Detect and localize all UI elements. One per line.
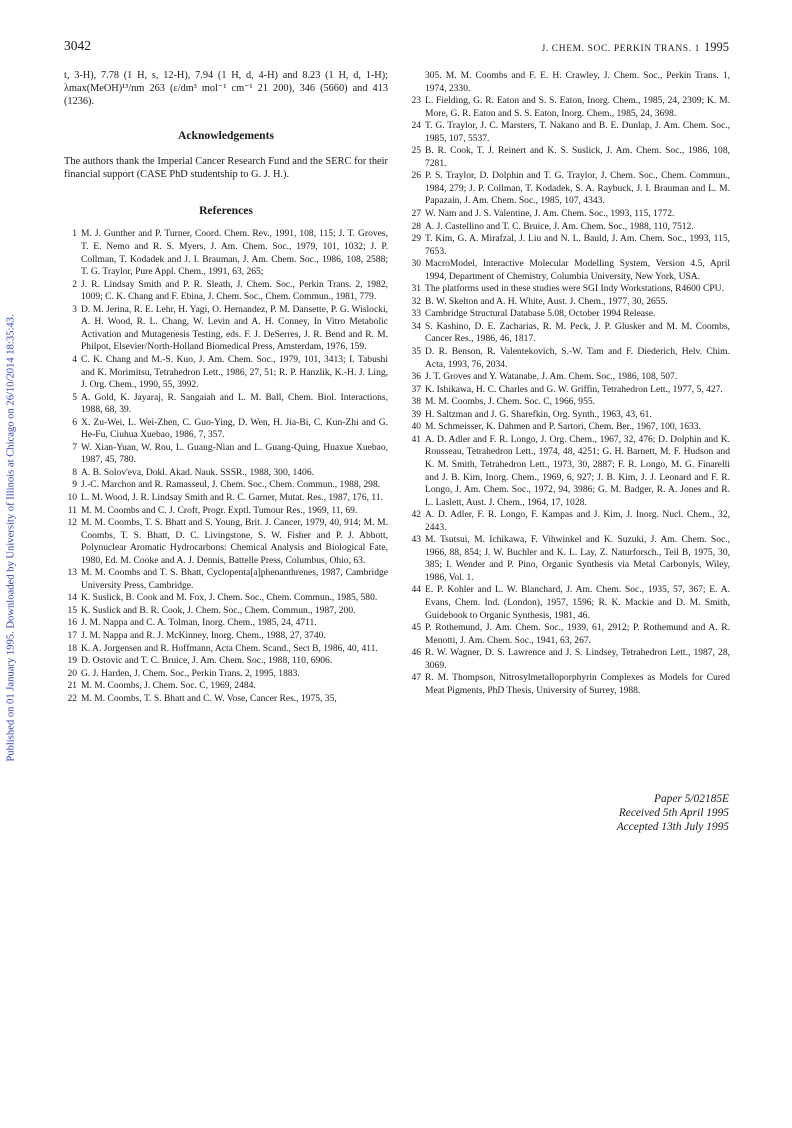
reference-text: M. M. Coombs, T. S. Bhatt and C. W. Vose, Cancer Res., 1975, 35, — [81, 692, 337, 704]
journal-name: J. CHEM. SOC. PERKIN TRANS. 1 — [541, 44, 700, 54]
reference-number: 36 — [411, 371, 421, 383]
reference-text: A. D. Adler, F. R. Longo, F. Kampas and J. Kim, J. Inorg. Nucl. Chem., 32, 2443. — [425, 509, 730, 533]
reference-text: T. G. Traylor, J. C. Marsters, T. Nakano and B. E. Dunlap, J. Am. Chem. Soc., 1985, 107, 5537. — [425, 120, 730, 144]
reference-item — [408, 221, 730, 234]
reference-item — [408, 170, 730, 208]
reference-item — [408, 421, 730, 434]
download-watermark-text: Published on 01 January 1995. Downloaded by University of Illinois at Chicago on 26/10/2014 18:35:43. — [5, 314, 17, 762]
reference-text: D. R. Benson, R. Valentekovich, S.-W. Tam and F. Diederich, Helv. Chim. Acta, 1993, 76, 2034. — [425, 346, 730, 370]
reference-number: 15 — [67, 604, 77, 616]
reference-item — [408, 584, 730, 622]
references-heading: References — [199, 203, 253, 217]
reference-number: 11 — [67, 504, 77, 516]
reference-number: 39 — [411, 408, 421, 420]
reference-number: 5 — [72, 391, 77, 403]
received-date: Received 5th April 1995 — [618, 807, 729, 820]
reference-number: 12 — [67, 517, 77, 529]
acknowledgements-heading: Acknowledgements — [178, 129, 274, 143]
reference-item — [64, 630, 388, 643]
reference-item — [408, 371, 730, 384]
reference-number: 43 — [411, 534, 421, 546]
right-column — [408, 70, 730, 697]
reference-number: 34 — [411, 320, 421, 332]
reference-22-continued: 305. M. M. Coombs and F. E. H. Crawley, J. Chem. Soc., Perkin Trans. 1, 1974, 2330. — [425, 70, 730, 94]
reference-number: 38 — [411, 396, 421, 408]
reference-item — [64, 643, 388, 656]
reference-text: K. Ishikawa, H. C. Charles and G. W. Griffin, Tetrahedron Lett., 1977, 5, 427. — [425, 383, 723, 395]
reference-number: 26 — [411, 170, 421, 182]
reference-text: W. Xian-Yuan, W. Rou, L. Guang-Nian and L. Guang-Quing, Huaxue Xuebao, 1987, 45, 780. — [81, 441, 388, 466]
reference-text: The platforms used in these studies were SGI Indy Workstations, R4600 CPU. — [425, 283, 724, 295]
reference-number: 16 — [67, 617, 77, 629]
reference-number: 20 — [67, 667, 77, 679]
reference-item — [408, 208, 730, 221]
reference-text: S. Kashino, D. E. Zacharias, R. M. Peck, J. P. Glusker and M. M. Coombs, Cancer Res., 1986, 46, 1817. — [425, 320, 730, 345]
reference-text: M. M. Coombs, J. Chem. Soc. C, 1966, 955. — [425, 396, 596, 408]
reference-text: X. Zu-Wei, L. Wei-Zhen, C. Guo-Ying, D. Wen, H. Jia-Bi, C. Kun-Zhi and G. He-Fu, Ciuhua Xuebao, 1986, 7, 357. — [81, 416, 388, 441]
references-list-left — [64, 228, 388, 705]
reference-item — [64, 492, 388, 505]
reference-text: M. Tsutsui, M. Ichikawa, F. Vihwinkel and K. Suzuki, J. Am. Chem. Soc., 1966, 88, 854; J. W. Buchler and K. L. Lay, Z. Naturforsch., Teil B, 1975, 30, 385; I. Wender and P. Pino, Organic Synthesis via Metal Carbonyls, Wiley, 1986, Vol. 1. — [425, 534, 730, 583]
reference-item — [64, 354, 388, 392]
reference-text: B. R. Cook, T. J. Reinert and K. S. Suslick, J. Am. Chem. Soc., 1986, 108, 7281. — [425, 145, 730, 169]
reference-item — [408, 409, 730, 422]
reference-text: J. T. Groves and Y. Watanabe, J. Am. Chem. Soc., 1986, 108, 507. — [425, 371, 678, 383]
reference-item — [64, 304, 388, 354]
reference-item — [64, 392, 388, 417]
reference-text: A. D. Adler and F. R. Longo, J. Org. Chem., 1967, 32, 476; D. Dolphin and K. Rousseau, Tetrahedron Lett., 1974, 48, 4251; G. H. Barnett, M. F. Hudson and K. M. Smith, Tetrahedron Lett., 1973, 30, 2887; F. R. Longo, M. G. Finarelli and J. B. Kim, Inorg. Chem., 1969, 6, 927; J. B. Kim, J. J. Leonard and F. R. Longo, J. Am. Chem. Soc., 1972, 94, 3986; G. M. Badger, R. A. Jones and R. L. Laslett, Aust. J. Chem., 1964, 17, 1028. — [425, 433, 730, 508]
reference-number: 31 — [411, 283, 421, 295]
reference-text: M. M. Coombs and T. S. Bhatt, Cyclopenta[a]phenanthrenes, 1987, Cambridge University Press, Cambridge. — [81, 567, 388, 591]
acknowledgements-text: The authors thank the Imperial Cancer Research Fund and the SERC for their financial support (CASE PhD studentship to G. J. H.). — [64, 155, 388, 180]
reference-number: 45 — [411, 622, 421, 634]
reference-item — [408, 296, 730, 309]
reference-text: J. M. Nappa and C. A. Tolman, Inorg. Chem., 1985, 24, 4711. — [81, 617, 317, 629]
reference-number: 10 — [67, 491, 77, 503]
reference-item — [64, 228, 388, 278]
reference-text: K. Suslick and B. R. Cook, J. Chem. Soc., Chem. Commun., 1987, 200. — [81, 604, 356, 616]
accepted-date: Accepted 13th July 1995 — [616, 821, 729, 834]
reference-number: 24 — [411, 120, 421, 132]
reference-text: MacroModel, Interactive Molecular Modelling System, Version 4.5, April 1994, Department of Chemistry, Columbia University, New York, USA. — [425, 258, 730, 282]
reference-number: 14 — [67, 592, 77, 604]
reference-item — [408, 283, 730, 296]
reference-item — [64, 668, 388, 681]
reference-number: 37 — [411, 383, 421, 395]
reference-item — [408, 145, 730, 170]
reference-text: G. J. Harden, J. Chem. Soc., Perkin Trans. 2, 1995, 1883. — [81, 667, 300, 679]
reference-text: W. Nam and J. S. Valentine, J. Am. Chem. Soc., 1993, 115, 1772. — [425, 208, 675, 220]
paper-number: Paper 5/02185E — [654, 793, 729, 805]
reference-text: B. W. Skelton and A. H. White, Aust. J. Chem., 1977, 30, 2655. — [425, 295, 668, 307]
reference-text: M. Schmeisser, K. Dahmen and P. Sartori, Chem. Ber., 1967, 100, 1633. — [425, 421, 701, 433]
reference-number: 9 — [72, 479, 77, 491]
reference-item — [64, 693, 388, 706]
reference-number: 33 — [411, 308, 421, 320]
reference-text: A. B. Solov'eva, Dokl. Akad. Nauk. SSSR., 1988, 300, 1406. — [81, 466, 314, 478]
reference-number: 28 — [411, 220, 421, 232]
reference-item — [408, 233, 730, 258]
reference-item — [408, 534, 730, 584]
reference-text: P. S. Traylor, D. Dolphin and T. G. Traylor, J. Chem. Soc., Chem. Commun., 1984, 279; J. P. Collman, T. Kodadek, S. A. Raybuck, J. I. Brauman and L. M. Papazain, J. Am. Chem. Soc., 1985, 107, 4343. — [425, 170, 730, 207]
reference-text: D. M. Jerina, R. E. Lehr, H. Yagi, O. Hernandez, P. M. Dansette, P. G. Wislocki, A. H. Wood, R. L. Chang, W. Levin and A. H. Conney, In Vitro Metabolic Activation and Mutagenesis Testing, eds. F. J. DeSerres, J. R. Bend and R. M. Philpot, Elsevier/North-Holland Biomedical Press, Amsterdam, 1976, 159. — [81, 303, 388, 353]
download-watermark — [4, 158, 18, 918]
reference-number: 13 — [67, 567, 77, 579]
reference-item — [408, 321, 730, 346]
reference-text: P. Rothemund, J. Am. Chem. Soc., 1939, 61, 2912; P. Rothemund and A. R. Menotti, J. Am. Chem. Soc., 1941, 63, 267. — [425, 622, 730, 646]
reference-text: H. Saltzman and J. G. Sharefkin, Org. Synth., 1963, 43, 61. — [425, 408, 652, 420]
reference-number: 27 — [411, 208, 421, 220]
reference-text: T. Kim, G. A. Mirafzal, J. Liu and N. L. Bauld, J. Am. Chem. Soc., 1993, 115, 7653. — [425, 233, 730, 257]
reference-text: L. Fielding, G. R. Eaton and S. S. Eaton, Inorg. Chem., 1985, 24, 2309; K. M. More, G. R. Eaton and S. S. Eaton, Inorg. Chem., 1985, 24, 3698. — [425, 95, 730, 119]
reference-item — [408, 622, 730, 647]
reference-number: 4 — [72, 353, 77, 365]
reference-text: M. M. Coombs, T. S. Bhatt and S. Young, Brit. J. Cancer, 1979, 40, 914; M. M. Coombs, T. S. Bhatt, D. C. Livingstone, S. W. Fisher and P. J. Abbott, Polynuclear Aromatic Hydrocarbons: Chemical Analysis and Biological Fate, 1980, Ed. M. Cooke and A. J. Dennis, Battelle Press, Columbus, Ohio, 63. — [81, 517, 388, 566]
reference-item — [64, 417, 388, 442]
reference-text: A. Gold, K. Jayaraj, R. Sangaiah and L. M. Ball, Chem. Biol. Interactions, 1988, 68, 39. — [81, 391, 388, 416]
journal-year: 1995 — [704, 40, 729, 54]
reference-item — [408, 434, 730, 509]
reference-text: Cambridge Structural Database 5.08, October 1994 Release. — [425, 308, 656, 320]
reference-text: E. P. Kohler and L. W. Blanchard, J. Am. Chem. Soc., 1935, 57, 367; E. A. Evans, Chem. Ind. (London), 1957, 1596; R. K. Mackie and D. M. Smith, Guidebook to Organic Synthesis, 1981, 46. — [425, 584, 730, 621]
references-list-right — [408, 95, 730, 697]
reference-number: 3 — [72, 303, 77, 315]
reference-number: 42 — [411, 509, 421, 521]
reference-item — [64, 517, 388, 567]
reference-item — [408, 120, 730, 145]
reference-text: K. A. Jorgensen and R. Hoffmann, Acta Chem. Scand., Sect B, 1986, 40, 411. — [81, 642, 378, 654]
reference-text: M. M. Coombs, J. Chem. Soc. C, 1969, 2484. — [81, 680, 256, 692]
reference-item — [64, 467, 388, 480]
reference-text: R. M. Thompson, Nitrosylmetalloporphyrin Complexes as Models for Cured Meat Pigments, PhD Thesis, University of Surrey, 1988. — [425, 672, 730, 696]
reference-item — [64, 605, 388, 618]
reference-item — [408, 258, 730, 283]
reference-item — [408, 509, 730, 534]
reference-number: 32 — [411, 295, 421, 307]
reference-number: 2 — [72, 278, 77, 290]
reference-item — [64, 279, 388, 304]
reference-number: 7 — [72, 441, 77, 453]
page-number: 3042 — [64, 38, 91, 53]
reference-number: 35 — [411, 346, 421, 358]
reference-number: 29 — [411, 233, 421, 245]
paper-info — [529, 792, 729, 835]
reference-number: 46 — [411, 647, 421, 659]
reference-item — [408, 384, 730, 397]
reference-number: 41 — [411, 433, 421, 445]
reference-number: 17 — [67, 629, 77, 641]
reference-text: J. R. Lindsay Smith and P. R. Sleath, J. Chem. Soc., Perkin Trans. 2, 1982, 1009; C. K. Chang and F. Ebina, J. Chem. Soc., Chem. Commun., 1981, 779. — [81, 278, 388, 303]
reference-number: 18 — [67, 642, 77, 654]
reference-text: R. W. Wagner, D. S. Lawrence and J. S. Lindsey, Tetrahedron Lett., 1987, 28, 3069. — [425, 647, 730, 671]
left-column — [64, 70, 388, 705]
reference-item — [64, 680, 388, 693]
reference-item — [64, 655, 388, 668]
reference-item — [408, 346, 730, 371]
reference-number: 40 — [411, 421, 421, 433]
reference-text: M. M. Coombs and C. J. Croft, Progr. Exptl. Tumour Res., 1969, 11, 69. — [81, 504, 358, 516]
reference-item — [408, 647, 730, 672]
reference-number: 21 — [67, 680, 77, 692]
reference-item — [64, 505, 388, 518]
reference-item — [64, 442, 388, 467]
reference-text: A. J. Castellino and T. C. Bruice, J. Am. Chem. Soc., 1988, 110, 7512. — [425, 220, 694, 232]
reference-number: 1 — [72, 228, 77, 240]
reference-text: K. Suslick, B. Cook and M. Fox, J. Chem. Soc., Chem. Commun., 1985, 580. — [81, 592, 378, 604]
reference-item — [64, 567, 388, 592]
reference-item — [408, 308, 730, 321]
reference-text: M. J. Gunther and P. Turner, Coord. Chem. Rev., 1991, 108, 115; J. T. Groves, T. E. Nemo and R. S. Myers, J. Am. Chem. Soc., 1979, 101, 1032; J. P. Collman, T. Kodadek and J. I. Brauman, J. Am. Chem. Soc., 1986, 108, 2588; T. G. Traylor, Pure Appl. Chem., 1991, 63, 265; — [81, 228, 388, 278]
intro-text: t, 3-H), 7.78 (1 H, s, 12-H), 7.94 (1 H, d, 4-H) and 8.23 (1 H, d, 1-H); λmax(MeOH)¹³/nm 263 (ε/dm³ mol⁻¹ cm⁻¹ 21 200), 346 (5660) and 413 (1236). — [64, 70, 388, 107]
reference-item — [408, 396, 730, 409]
reference-text: J.-C. Marchon and R. Ramasseul, J. Chem. Soc., Chem. Commun., 1988, 298. — [81, 479, 381, 491]
reference-number: 19 — [67, 655, 77, 667]
reference-number: 23 — [411, 95, 421, 107]
reference-number: 47 — [411, 672, 421, 684]
reference-text: L. M. Wood, J. R. Lindsay Smith and R. C. Garner, Mutat. Res., 1987, 176, 11. — [81, 491, 383, 503]
reference-item — [64, 592, 388, 605]
reference-text: D. Ostovic and T. C. Bruice, J. Am. Chem. Soc., 1988, 110, 6906. — [81, 655, 333, 667]
reference-text: J. M. Nappa and R. J. McKinney, Inorg. Chem., 1988, 27, 3740. — [81, 629, 326, 641]
reference-number: 44 — [411, 584, 421, 596]
reference-number: 30 — [411, 258, 421, 270]
reference-text: C. K. Chang and M.-S. Kuo, J. Am. Chem. Soc., 1979, 101, 3413; I. Tabushi and K. Morimitsu, Tetrahedron Lett., 1986, 27, 51; R. P. Hanzlik, K.-H. J. Ling, J. Org. Chem., 1990, 55, 3992. — [81, 353, 388, 391]
running-head — [542, 40, 729, 55]
reference-item — [408, 672, 730, 697]
reference-number: 25 — [411, 145, 421, 157]
reference-item — [64, 617, 388, 630]
reference-item — [64, 479, 388, 492]
reference-number: 6 — [72, 416, 77, 428]
reference-number: 22 — [67, 692, 77, 704]
reference-item — [408, 95, 730, 120]
reference-number: 8 — [72, 466, 77, 478]
